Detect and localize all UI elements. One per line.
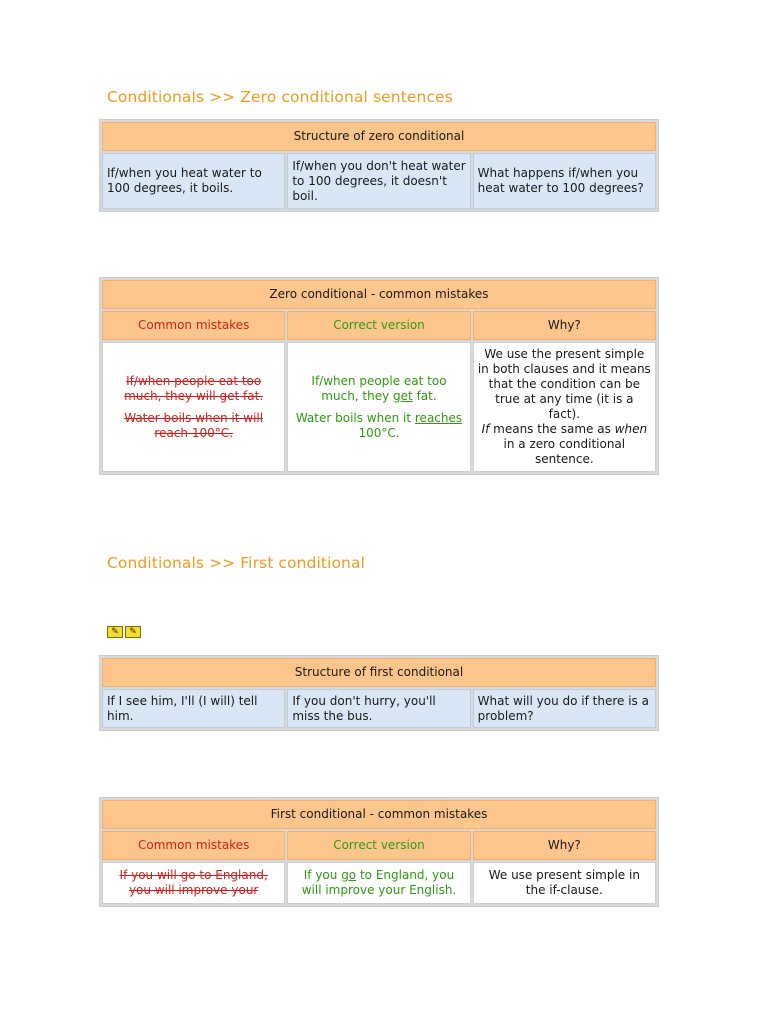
correct-example: If you go to England, you will improve your English. [301, 868, 457, 897]
table-cell: If I see him, I'll (I will) tell him. [102, 689, 285, 728]
pencil-icon[interactable]: ✎ [107, 626, 123, 638]
column-header-correct: Correct version [287, 831, 470, 860]
correct-cell [287, 342, 470, 472]
table-cell: If/when you don't heat water to 100 degrees, it doesn't boil. [287, 153, 470, 209]
table-cell: If you don't hurry, you'll miss the bus. [287, 689, 470, 728]
zero-structure-table [99, 119, 659, 212]
icon-toolbar [107, 626, 141, 638]
column-header-correct: Correct version [287, 311, 470, 340]
first-structure-table [99, 655, 659, 731]
correct-example: If/when people eat too much, they get fat. [311, 373, 447, 403]
section-heading-first: Conditionals >> First conditional [107, 554, 365, 572]
correct-example: Water boils when it reaches 100°C. [295, 410, 463, 440]
first-mistakes-table [99, 797, 659, 907]
why-cell [473, 342, 656, 472]
column-header-why: Why? [473, 831, 656, 860]
mistakes-cell [102, 342, 285, 472]
key-word: go [341, 868, 357, 882]
wrong-example: If/when people eat too much, they will get fat. [124, 373, 264, 403]
table-cell: What will you do if there is a problem? [473, 689, 656, 728]
column-header-mistakes: Common mistakes [102, 311, 285, 340]
explanation: If means the same as when in a zero conditional sentence. [481, 422, 648, 466]
mistakes-cell [102, 862, 285, 904]
table-title: Zero conditional - common mistakes [102, 280, 656, 309]
key-word: reaches [414, 410, 463, 425]
correct-cell [287, 862, 470, 904]
table-title: Structure of first conditional [102, 658, 656, 687]
table-title: Structure of zero conditional [102, 122, 656, 151]
table-cell: What happens if/when you heat water to 100 degrees? [473, 153, 656, 209]
explanation: We use the present simple in both clauses and it means that the condition can be true at any time (it is a fact). [477, 347, 651, 421]
zero-mistakes-table [99, 277, 659, 475]
why-cell: We use present simple in the if-clause. [473, 862, 656, 904]
section-heading-zero: Conditionals >> Zero conditional sentences [107, 88, 453, 106]
column-header-why: Why? [473, 311, 656, 340]
column-header-mistakes: Common mistakes [102, 831, 285, 860]
table-title: First conditional - common mistakes [102, 800, 656, 829]
wrong-example: Water boils when it will reach 100°C. [124, 410, 264, 440]
pencil-icon[interactable]: ✎ [125, 626, 141, 638]
table-cell: If/when you heat water to 100 degrees, it boils. [102, 153, 285, 209]
key-word: get [393, 388, 413, 403]
wrong-example: If you will go to England, you will improve your [119, 868, 268, 897]
